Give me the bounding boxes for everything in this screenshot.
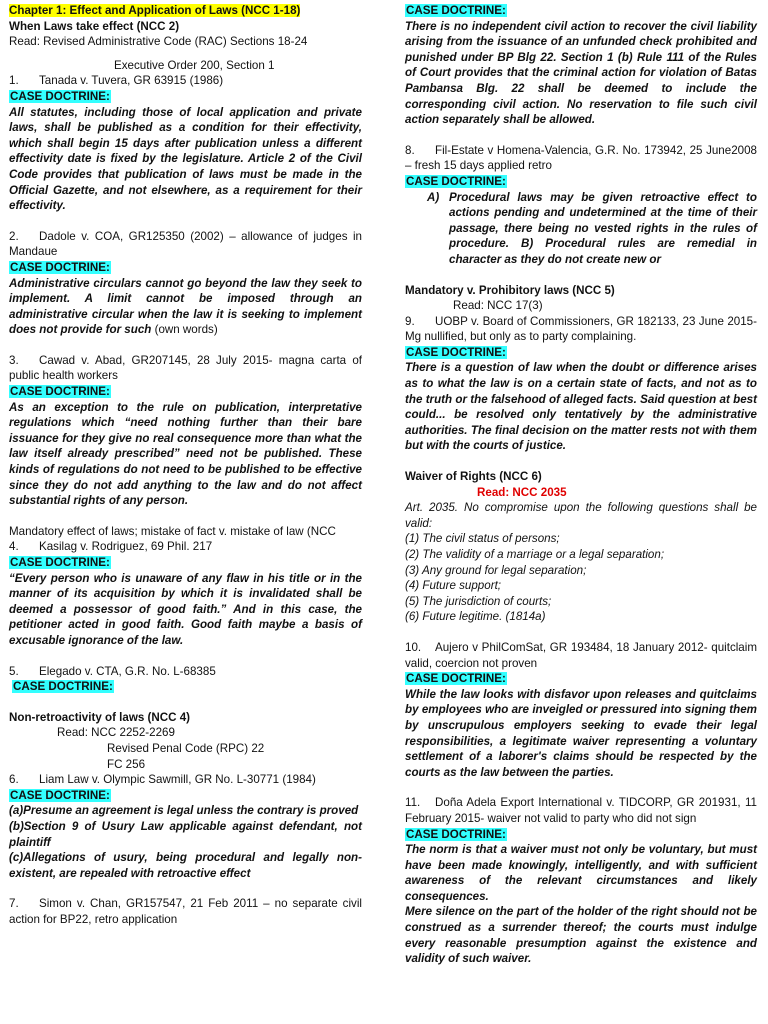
section-heading-mandatory-prohibitory: Mandatory v. Prohibitory laws (NCC 5) [405,283,615,297]
case-doctrine-label: CASE DOCTRINE: [406,345,506,359]
case-11-title: 11. Doña Adela Export International v. TIDCORP, GR 201931, 11 February 2015- waiver not valid to party who did not sign [405,796,757,825]
read-rac: Read: Revised Administrative Code (RAC) Sections 18-24 [9,35,308,49]
read-ncc-2252: Read: NCC 2252-2269 [57,726,175,740]
case-11-doctrine-1: The norm is that a waiver must not only be voluntary, but must have been made knowingly, intelligently, and with sufficient awareness of the relevant circumstances and likely consequences. [405,843,757,903]
case-doctrine-label: CASE DOCTRINE: [10,260,110,274]
read-ncc-17: Read: NCC 17(3) [453,299,543,313]
case-doctrine-label: CASE DOCTRINE: [10,89,110,103]
case-8-doctrine: A) Procedural laws may be given retroactive effect to actions pending and undetermined at the time of their passage, there being no vested rights in the rules of procedure. B) Procedural rules are remedial in character as they do not create new or [427,190,757,266]
case-doctrine-label: CASE DOCTRINE: [406,672,506,686]
case-9-title: 9. UOBP v. Board of Commissioners, GR 182133, 23 June 2015- Mg nullified, but only as to party complaining. [405,314,757,344]
case-doctrine-label: CASE DOCTRINE: [10,385,110,399]
case-7-doctrine: There is no independent civil action to recover the civil liability arising from the issuance of an unfunded check prohibited and punished under BP Blg 22. Section 1 (b) Rule 111 of the Rules of Court provides that the criminal action for violation of Batas Pambansa Blg. 22 shall be deemed to include the corresponding civil action. No reservation to file such civil action separately shall be allowed. [405,19,757,127]
case-6-doctrine-b: (b)Section 9 of Usury Law applicable against defendant, not plaintiff [9,819,362,849]
section-heading-non-retro: Non-retroactivity of laws (NCC 4) [9,710,191,724]
case-10-title: 10. Aujero v PhilComSat, GR 193484, 18 January 2012- quitclaim valid, coercion not proven [405,640,757,670]
case-8-title: 8. Fil-Estate v Homena-Valencia, G.R. No. 173942, 25 June2008 – fresh 15 days applied retro [405,143,757,173]
art-2035-item: (6) Future legitime. (1814a) [405,610,546,624]
case-doctrine-label: CASE DOCTRINE: [406,174,506,188]
case-1-title: 1. Tanada v. Tuvera, GR 63915 (1986) [9,74,224,88]
case-4-doctrine: “Every person who is unaware of any flaw in his title or in the manner of its acquisition by which it is invalidated shall be deemed a possessor of good faith.” And in this case, the petitioner acted in good faith. Good faith maybe a basis of excusable ignorance of the law. [9,571,362,647]
case-6-doctrine-c: (c)Allegations of usury, being procedural and legally non-existent, are repealed with retroactive effect [9,851,362,880]
section-heading-mandatory: Mandatory effect of laws; mistake of fact v. mistake of law (NCC [9,524,336,538]
case-6-title: 6. Liam Law v. Olympic Sawmill, GR No. L-30771 (1984) [9,773,316,787]
art-2035-item: (2) The validity of a marriage or a legal separation; [405,548,665,561]
case-2-title: 2. Dadole v. COA, GR125350 (2002) – allowance of judges in Mandaue [9,229,362,259]
section-heading-laws-effect: When Laws take effect (NCC 2) [9,19,180,33]
case-3-title: 3. Cawad v. Abad, GR207145, 28 July 2015- magna carta of public health workers [9,353,362,383]
art-2035-item: (1) The civil status of persons; [405,532,560,546]
case-doctrine-label: CASE DOCTRINE: [10,556,110,569]
case-doctrine-label: CASE DOCTRINE: [10,788,110,802]
read-ncc-2035: Read: NCC 2035 [477,485,567,499]
case-7-title: 7. Simon v. Chan, GR157547, 21 Feb 2011 – no separate civil action for BP22, retro application [9,897,362,926]
case-9-doctrine: There is a question of law when the doubt or difference arises as to what the law is on a certain state of facts, and not as to the truth or the falsehood of alleged facts. Said question at best could... be resolved only tentatively by the administrative authorities. The final decision on the matter rests not with them but with the courts of justice. [405,361,757,453]
art-2035-item: (5) The jurisdiction of courts; [405,594,552,608]
case-doctrine-label: CASE DOCTRINE: [406,827,506,841]
case-doctrine-label: CASE DOCTRINE: [13,680,113,694]
art-2035-intro: Art. 2035. No compromise upon the following questions shall be valid: [405,501,757,530]
case-4-title: 4. Kasilag v. Rodriguez, 69 Phil. 217 [9,540,213,554]
eo-200: Executive Order 200, Section 1 [114,58,275,72]
case-10-doctrine: While the law looks with disfavor upon releases and quitclaims by employees who are inveigled or pressured into signing them by unscrupulous employers seeking to evade their legal responsibilities, a legitimate waiver representing a voluntary settlement of a laborer's claims should be respected by the courts as the law between the parties. [405,687,757,779]
art-2035-item: (3) Any ground for legal separation; [405,563,587,577]
case-doctrine-label: CASE DOCTRINE: [406,4,506,17]
read-rpc: Revised Penal Code (RPC) 22 [107,741,265,755]
art-2035-item: (4) Future support; [405,579,502,593]
case-2-doctrine: Administrative circulars cannot go beyond the law they seek to implement. A limit cannot be imposed through an administrative circular when the law it is seeking to implement does not provide for such (own words) [9,276,362,337]
read-fc: FC 256 [107,757,146,771]
case-6-doctrine-a: (a)Presume an agreement is legal unless the contrary is proved [9,804,359,818]
section-heading-waiver: Waiver of Rights (NCC 6) [405,470,542,484]
case-1-doctrine: All statutes, including those of local application and private laws, shall be published as a condition for their effectivity, which shall begin 15 days after publication unless a different effectivity date is fixed by the legislature. Article 2 of the Civil Code provides that publication of laws must be made in the Official Gazette, and not elsewhere, as a requirement for their effectivity. [9,105,362,213]
left-column [9,3,362,927]
case-11-doctrine-2: Mere silence on the part of the holder of the right should not be construed as a surrender thereof; the courts must indulge every reasonable presumption against the existence and validity of such waiver. [405,905,757,966]
case-5-title: 5. Elegado v. CTA, G.R. No. L-68385 [9,664,216,678]
chapter-title: Chapter 1: Effect and Application of Laws (NCC 1-18) [9,4,301,17]
right-column [405,3,757,967]
case-3-doctrine: As an exception to the rule on publication, interpretative regulations which “need nothing further than their bare issuance for they give no real consequence more than what the law itself already prescribed” need not be published. These kinds of regulations do not need to be published to be effective since they do not add anything to the law and do not affect substantial rights of any person. [9,400,362,508]
